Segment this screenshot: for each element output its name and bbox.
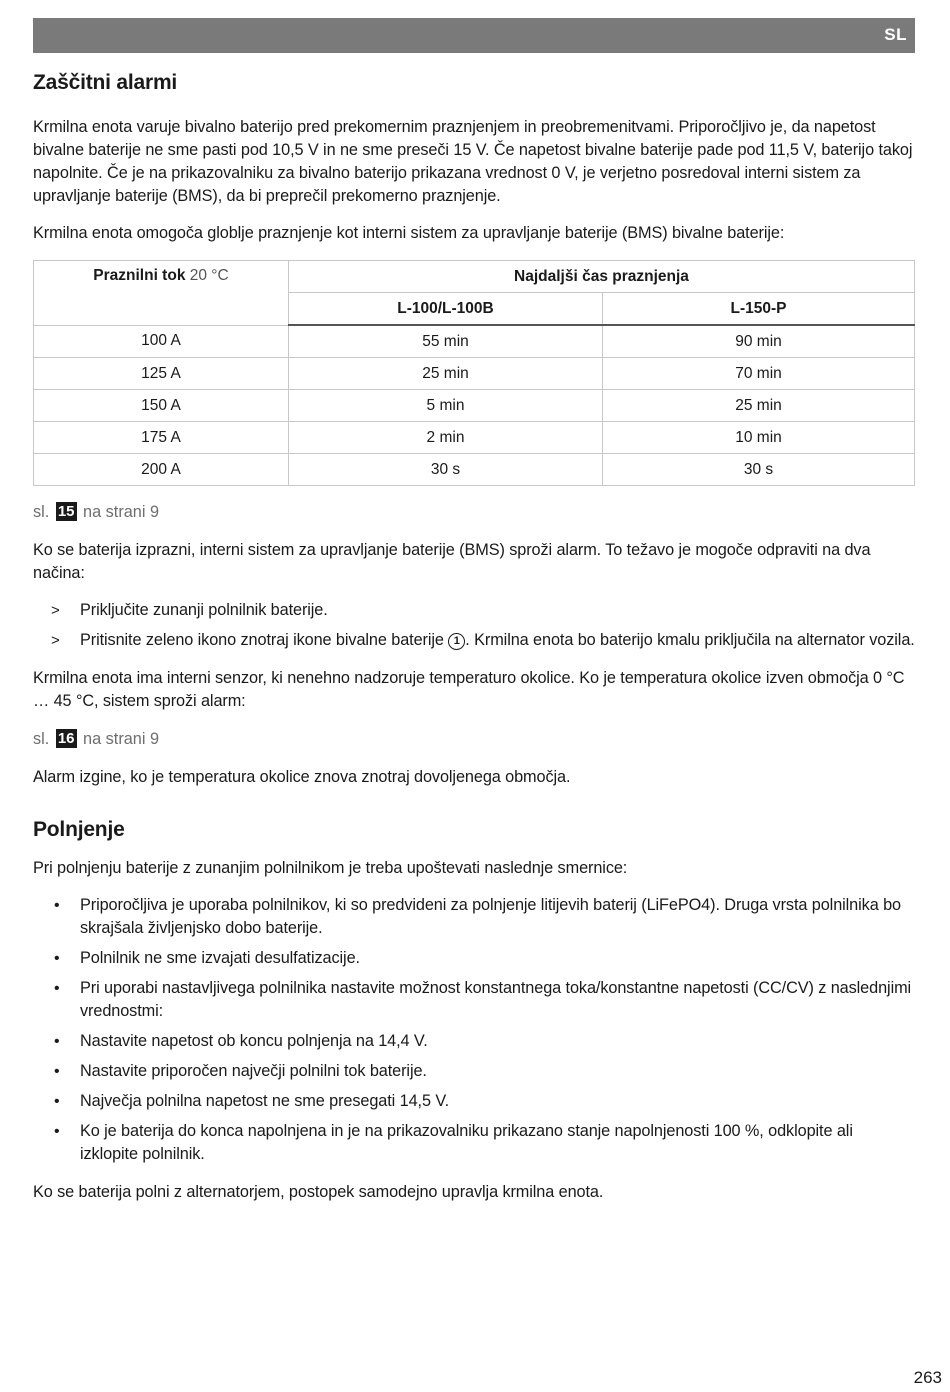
header-bar xyxy=(33,18,915,53)
table-cell-current: 200 A xyxy=(34,454,289,486)
table-cell-l100: 5 min xyxy=(289,390,603,422)
figure-ref-suffix: na strani 9 xyxy=(83,730,160,748)
paragraph-alternator-charging: Ko se baterija polni z alternatorjem, postopek samodejno upravlja krmilna enota. xyxy=(33,1183,604,1201)
paragraph-battery-protection: Krmilna enota varuje bivalno baterijo pred prekomernim praznjenjem in preobremenitvami. Priporočljivo je, da napetost bivalne baterije ne sme pasti pod 10,5 V in ne sme preseči 15 V. Če napetost bivalne baterije pade pod 11,5 V, baterijo takoj napolnite. Če je na prikazovalniku za bivalno baterijo prikazana vrednost 0 V, je verjetno posredoval interni sistem za upravljanje baterije (BMS), da bi preprečil prekomerno praznjenje. xyxy=(33,118,913,205)
table-cell-current: 150 A xyxy=(34,390,289,422)
bullet-icon: • xyxy=(54,1123,60,1140)
table-header-max-discharge-time: Najdaljši čas praznjenja xyxy=(289,261,915,293)
table-row xyxy=(34,390,915,422)
figure-reference-15 xyxy=(33,501,915,524)
step-text: Pritisnite zeleno ikono znotraj ikone bivalne baterije xyxy=(80,631,444,649)
list-item xyxy=(33,629,915,652)
list-item xyxy=(33,1030,915,1053)
arrow-icon: > xyxy=(51,632,60,649)
paragraph-deep-discharge: Krmilna enota omogoča globlje praznjenje kot interni sistem za upravljanje baterije (BMS) bivalne baterije: xyxy=(33,224,785,242)
table-row xyxy=(34,358,915,390)
table-cell-l150: 30 s xyxy=(603,454,915,486)
list-item xyxy=(33,1120,915,1166)
discharge-table xyxy=(33,260,915,486)
figure-ref-prefix: sl. xyxy=(33,503,50,521)
table-header-discharge-current-label: Praznilni tok xyxy=(93,267,186,284)
bullet-icon: • xyxy=(54,1093,60,1110)
table-row xyxy=(34,422,915,454)
list-item xyxy=(33,947,915,970)
table-subheader-l150: L-150-P xyxy=(603,293,915,326)
language-code: SL xyxy=(884,25,907,44)
list-item xyxy=(33,977,915,1023)
table-cell-l100: 25 min xyxy=(289,358,603,390)
figure-ref-prefix: sl. xyxy=(33,730,50,748)
guideline-text: Nastavite napetost ob koncu polnjenja na 14,4 V. xyxy=(80,1032,428,1050)
table-row xyxy=(34,454,915,486)
remedy-steps-list xyxy=(33,599,915,652)
arrow-icon: > xyxy=(51,602,60,619)
table-cell-current: 175 A xyxy=(34,422,289,454)
table-cell-l150: 90 min xyxy=(603,325,915,358)
figure-reference-16 xyxy=(33,728,915,751)
section-title-protective-alarms: Zaščitni alarmi xyxy=(33,71,178,94)
guideline-text: Priporočljiva je uporaba polnilnikov, ki so predvideni za polnjenje litijevih baterij (LiFePO4). Druga vrsta polnilnika bo skrajšala življenjsko dobo baterije. xyxy=(80,896,901,937)
figure-number-badge: 16 xyxy=(57,730,75,747)
table-cell-l150: 70 min xyxy=(603,358,915,390)
page-number: 263 xyxy=(913,1368,942,1387)
bullet-icon: • xyxy=(54,950,60,967)
bullet-icon: • xyxy=(54,980,60,997)
figure-number-badge: 15 xyxy=(57,503,75,520)
table-cell-current: 125 A xyxy=(34,358,289,390)
table-cell-l150: 25 min xyxy=(603,390,915,422)
table-header-discharge-current xyxy=(34,261,289,326)
table-row xyxy=(34,325,915,358)
paragraph-charging-intro: Pri polnjenju baterije z zunanjim polnilnikom je treba upoštevati naslednje smernice: xyxy=(33,859,628,877)
bullet-icon: • xyxy=(54,1063,60,1080)
bullet-icon: • xyxy=(54,1033,60,1050)
list-item xyxy=(33,599,915,622)
guideline-text: Polnilnik ne sme izvajati desulfatizacije. xyxy=(80,949,360,967)
step-text: Priključite zunanji polnilnik baterije. xyxy=(80,601,328,619)
guideline-text: Pri uporabi nastavljivega polnilnika nastavite možnost konstantnega toka/konstantne napetosti (CC/CV) z naslednjimi vrednostmi: xyxy=(80,979,912,1020)
paragraph-bms-alarm: Ko se baterija izprazni, interni sistem za upravljanje baterije (BMS) sproži alarm. To težavo je mogoče odpraviti na dva načina: xyxy=(33,541,871,582)
list-item xyxy=(33,1060,915,1083)
charging-guidelines-list xyxy=(33,894,915,1166)
paragraph-temperature-sensor: Krmilna enota ima interni senzor, ki nenehno nadzoruje temperaturo okolice. Ko je temperatura okolice izven območja 0 °C … 45 °C, sistem sproži alarm: xyxy=(33,669,905,710)
table-cell-l100: 2 min xyxy=(289,422,603,454)
guideline-text: Ko je baterija do konca napolnjena in je na prikazovalniku prikazano stanje napolnjenosti 100 %, odklopite ali izklopite polnilnik. xyxy=(80,1122,853,1163)
bullet-icon: • xyxy=(54,897,60,914)
table-cell-current: 100 A xyxy=(34,325,289,358)
figure-ref-suffix: na strani 9 xyxy=(83,503,160,521)
guideline-text: Nastavite priporočen največji polnilni tok baterije. xyxy=(80,1062,427,1080)
paragraph-alarm-clears: Alarm izgine, ko je temperatura okolice znova znotraj dovoljenega območja. xyxy=(33,768,571,786)
table-header-temperature: 20 °C xyxy=(189,267,229,284)
guideline-text: Največja polnilna napetost ne sme presegati 14,5 V. xyxy=(80,1092,450,1110)
step-text-continued: . Krmilna enota bo baterijo kmalu priključila na alternator vozila. xyxy=(465,631,915,649)
page-content xyxy=(33,66,915,1204)
list-item xyxy=(33,894,915,940)
section-title-charging: Polnjenje xyxy=(33,818,125,841)
table-cell-l100: 30 s xyxy=(289,454,603,486)
table-subheader-l100: L-100/L-100B xyxy=(289,293,603,326)
table-cell-l100: 55 min xyxy=(289,325,603,358)
callout-number-icon: 1 xyxy=(448,633,465,650)
list-item xyxy=(33,1090,915,1113)
table-cell-l150: 10 min xyxy=(603,422,915,454)
